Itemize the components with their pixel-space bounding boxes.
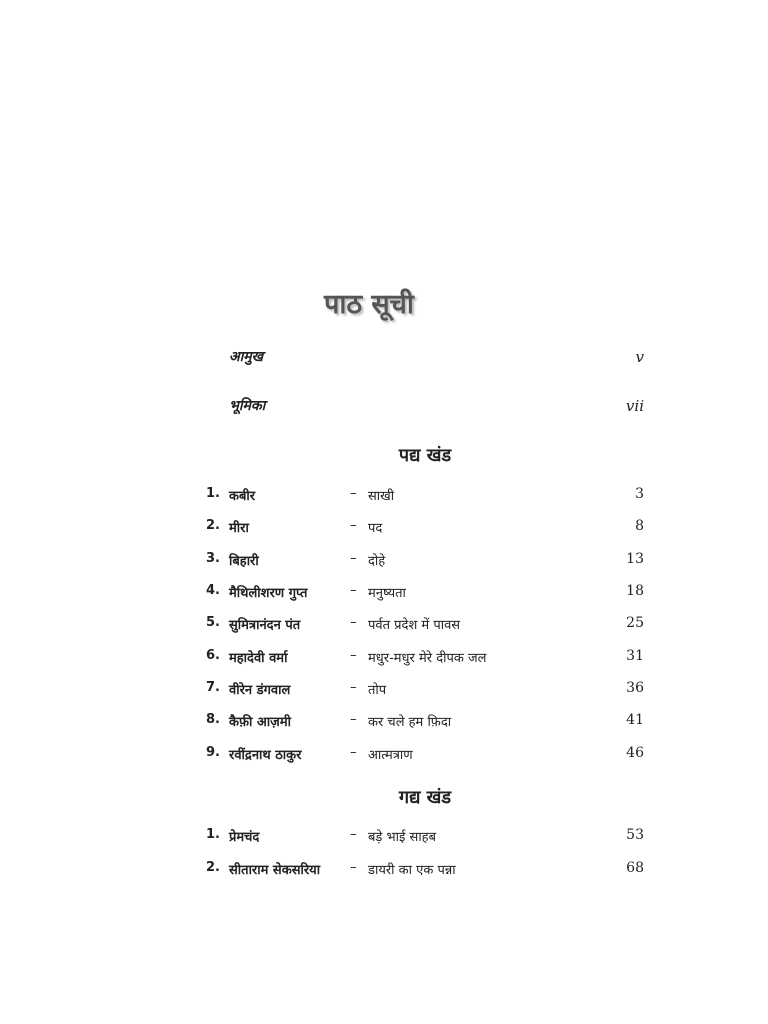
toc-entry: [200, 583, 644, 605]
toc-entry: [200, 518, 644, 540]
entry-number: 8.: [206, 712, 220, 727]
toc-entry: [200, 486, 644, 508]
entry-author: बिहारी: [229, 554, 259, 569]
entry-author: मीरा: [229, 521, 249, 536]
entry-author: सुमित्रानंदन पंत: [229, 618, 301, 633]
entry-number: 2.: [206, 860, 220, 875]
entry-dash: –: [350, 745, 357, 760]
entry-dash: –: [350, 648, 357, 663]
entry-author: महादेवी वर्मा: [229, 651, 288, 666]
page-title: पाठ सूची: [324, 289, 414, 320]
entry-author: प्रेमचंद: [229, 830, 260, 845]
entry-dash: –: [350, 518, 357, 533]
toc-entry: [200, 712, 644, 734]
entry-number: 9.: [206, 745, 220, 760]
entry-number: 3.: [206, 551, 220, 566]
entry-page-number: 8: [635, 518, 644, 534]
entry-dash: –: [350, 680, 357, 695]
front-matter-page-foreword: v: [635, 348, 644, 366]
entry-work: कर चले हम फ़िदा: [368, 715, 452, 730]
entry-work: तोप: [368, 683, 387, 698]
entry-page-number: 46: [626, 745, 644, 761]
entry-page-number: 68: [626, 860, 644, 876]
section-heading-prose: गद्य खंड: [398, 787, 452, 808]
entry-dash: –: [350, 827, 357, 842]
entry-work: डायरी का एक पन्ना: [368, 863, 456, 878]
entry-page-number: 53: [626, 827, 644, 843]
entry-dash: –: [350, 583, 357, 598]
entry-page-number: 31: [626, 648, 644, 664]
toc-entry: [200, 860, 644, 882]
entry-number: 1.: [206, 827, 220, 842]
entry-work: मनुष्यता: [368, 586, 406, 601]
section-heading-poetry: पद्य खंड: [398, 445, 452, 466]
toc-entry: [200, 648, 644, 670]
entry-work: बड़े भाई साहब: [368, 830, 437, 845]
front-matter-label-foreword: आमुख: [229, 349, 264, 365]
entry-work: पर्वत प्रदेश में पावस: [368, 618, 461, 633]
entry-page-number: 36: [626, 680, 644, 696]
entry-work: मधुर-मधुर मेरे दीपक जल: [368, 651, 487, 666]
entry-number: 2.: [206, 518, 220, 533]
entry-author: वीरेन डंगवाल: [229, 683, 291, 698]
toc-entry: [200, 551, 644, 573]
entry-dash: –: [350, 486, 357, 501]
entry-number: 1.: [206, 486, 220, 501]
entry-author: कबीर: [229, 489, 256, 504]
toc-entry: [200, 827, 644, 849]
entry-number: 6.: [206, 648, 220, 663]
entry-page-number: 13: [626, 551, 644, 567]
entry-author: सीताराम सेकसरिया: [229, 863, 321, 878]
entry-page-number: 3: [635, 486, 644, 502]
entry-author: मैथिलीशरण गुप्त: [229, 586, 308, 601]
entry-page-number: 25: [626, 615, 644, 631]
entry-author: रवींद्रनाथ ठाकुर: [229, 748, 302, 763]
entry-author: कैफ़ी आज़मी: [229, 715, 291, 730]
toc-entry: [200, 680, 644, 702]
entry-work: साखी: [368, 489, 395, 504]
front-matter-label-introduction: भूमिका: [229, 398, 266, 414]
entry-dash: –: [350, 860, 357, 875]
entry-page-number: 18: [626, 583, 644, 599]
entry-dash: –: [350, 551, 357, 566]
entry-dash: –: [350, 712, 357, 727]
toc-entry: [200, 745, 644, 767]
entry-number: 7.: [206, 680, 220, 695]
toc-entry: [200, 615, 644, 637]
entry-dash: –: [350, 615, 357, 630]
entry-number: 5.: [206, 615, 220, 630]
front-matter-page-introduction: vii: [625, 397, 644, 415]
entry-page-number: 41: [626, 712, 644, 728]
entry-work: दोहे: [368, 554, 386, 569]
entry-work: आत्मत्राण: [368, 748, 413, 763]
entry-work: पद: [368, 521, 383, 536]
entry-number: 4.: [206, 583, 220, 598]
